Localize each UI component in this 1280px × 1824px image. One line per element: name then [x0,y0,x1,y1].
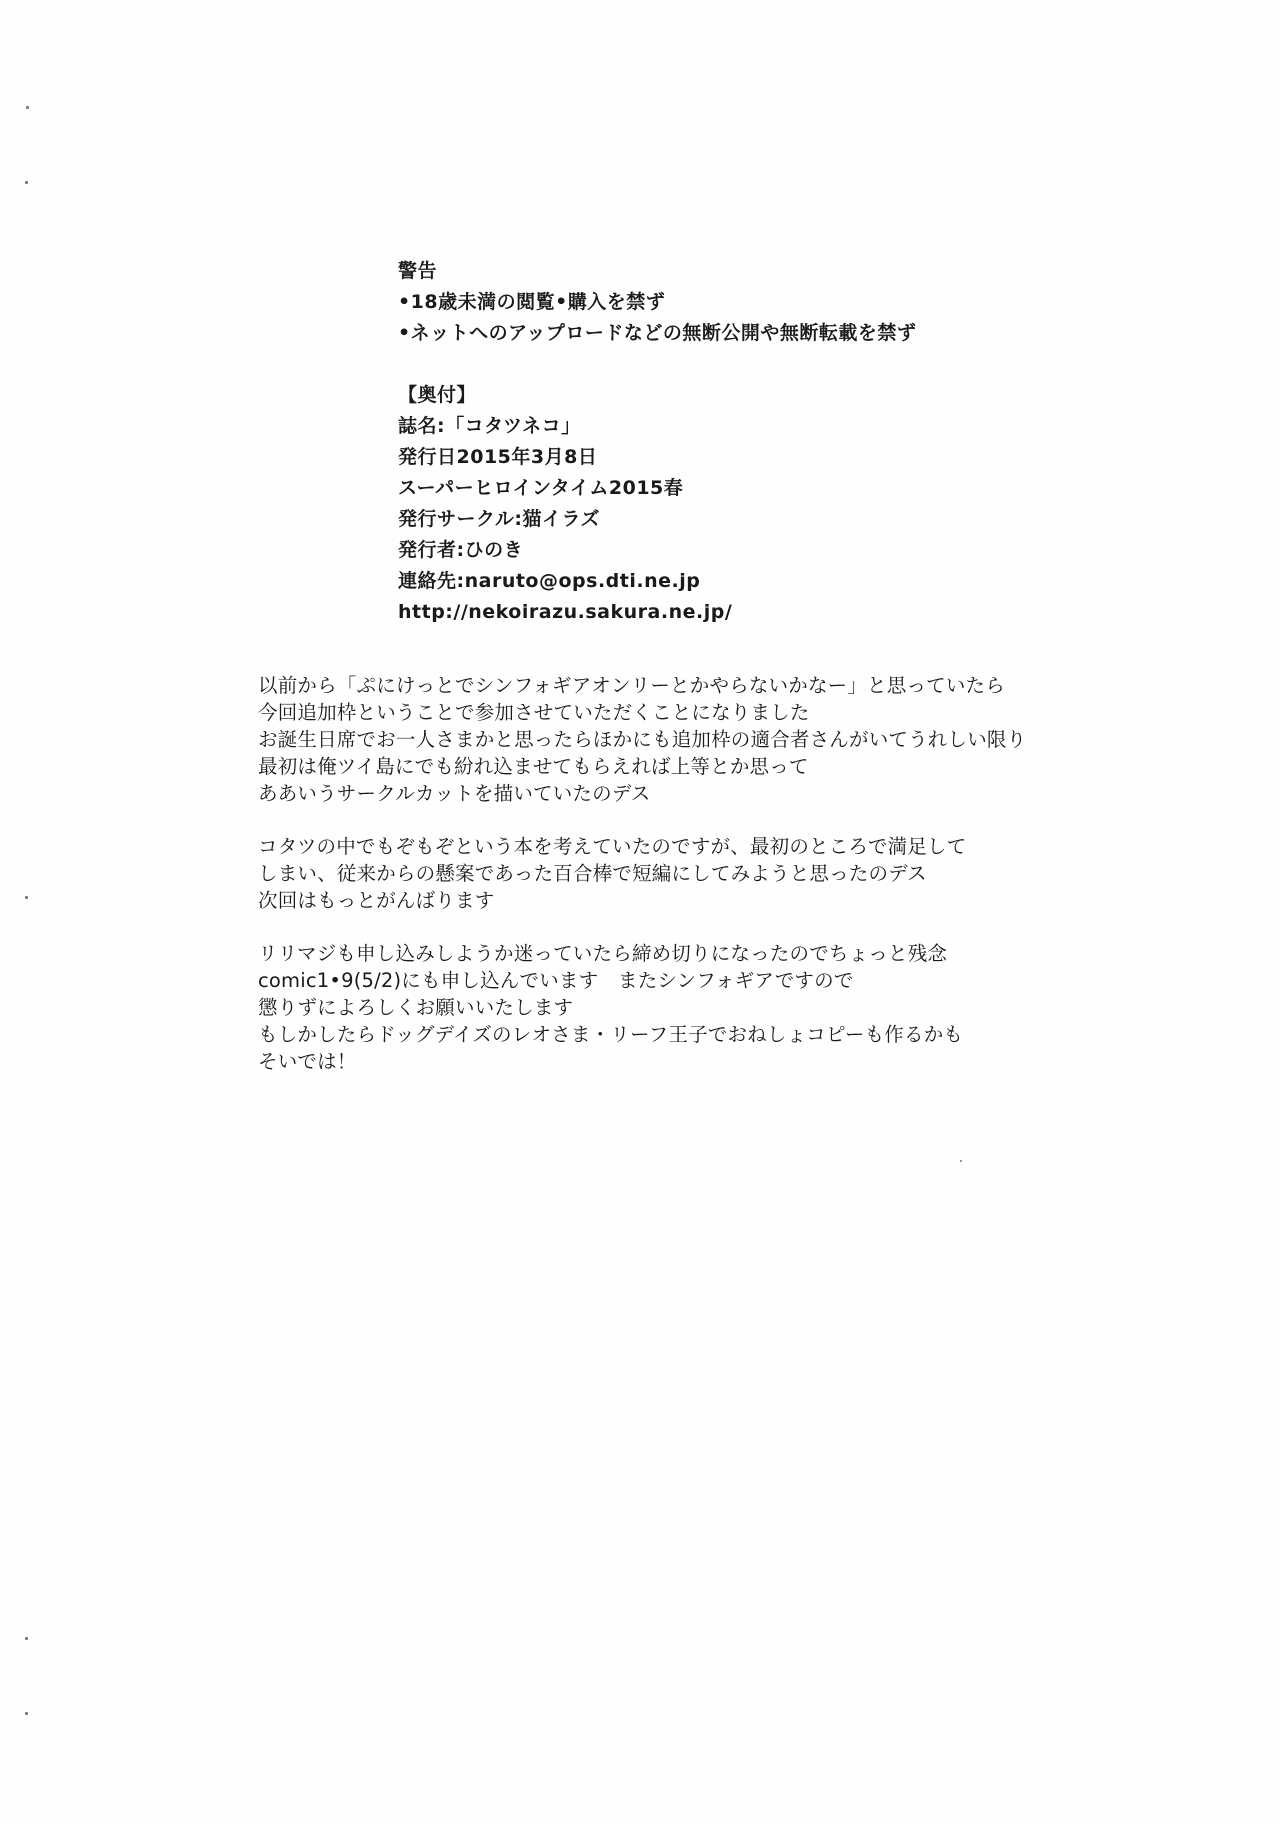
event-name: スーパーヒロインタイム2015春 [398,477,684,499]
afterword-line: 次回はもっとがんばります [258,889,495,912]
afterword-line: お誕生日席でお一人さまかと思ったらほかにも追加枠の適合者さんがいてうれしい限り [258,728,1027,751]
afterword-paragraph [258,940,1158,1075]
colophon [398,256,1158,628]
circle-name: 発行サークル:猫イラズ [398,508,600,530]
afterword-line: しまい、従来からの懸案であった百合棒で短編にしてみようと思ったのデス [258,862,927,885]
warning-item: •ネットへのアップロードなどの無断公開や無断転載を禁ず [398,322,917,344]
scan-speck [25,1712,28,1715]
scan-speck [960,1160,962,1162]
afterword-line: 今回追加枠ということで参加させていただくことになりました [258,701,810,724]
afterword-line: そいでは！ [258,1050,357,1073]
scan-speck [26,106,29,109]
website-url: http://nekoirazu.sakura.ne.jp/ [398,601,733,623]
afterword-line: ああいうサークルカットを描いていたのデス [258,782,651,805]
publish-date: 発行日2015年3月8日 [398,446,598,468]
afterword-line: もしかしたらドッグデイズのレオさま・リーフ王子でおねしょコピーも作るかも [258,1023,964,1046]
warning-item: •18歳未満の閲覧•購入を禁ず [398,291,666,313]
afterword-line: 以前から「ぷにけっとでシンフォギアオンリーとかやらないかなー」と思っていたら [258,674,1005,697]
scan-speck [25,1637,28,1640]
scan-speck [25,896,28,899]
afterword-line: 最初は俺ツイ島にでも紛れ込ませてもらえれば上等とか思って [258,755,809,778]
afterword-paragraph [258,672,1158,807]
afterword-line: 懲りずによろしくお願いいたします [258,996,574,1019]
magazine-title: 誌名:「コタツネコ」 [398,415,581,437]
publisher-name: 発行者:ひのき [398,539,524,561]
contact-email: 連絡先:naruto@ops.dti.ne.jp [398,570,701,592]
scan-speck [25,181,28,184]
afterword-line: コタツの中でもぞもぞという本を考えていたのですが、最初のところで満足して [258,835,967,858]
afterword-line: リリマジも申し込みしようか迷っていたら締め切りになったのでちょっと残念 [258,942,948,965]
warning-heading: 警告 [398,260,438,282]
okuzuke-heading: 【奥付】 [398,384,477,406]
afterword [258,672,1158,1101]
afterword-line: comic1•9(5/2)にも申し込んでいます またシンフォギアですので [258,969,854,992]
afterword-paragraph [258,833,1158,914]
